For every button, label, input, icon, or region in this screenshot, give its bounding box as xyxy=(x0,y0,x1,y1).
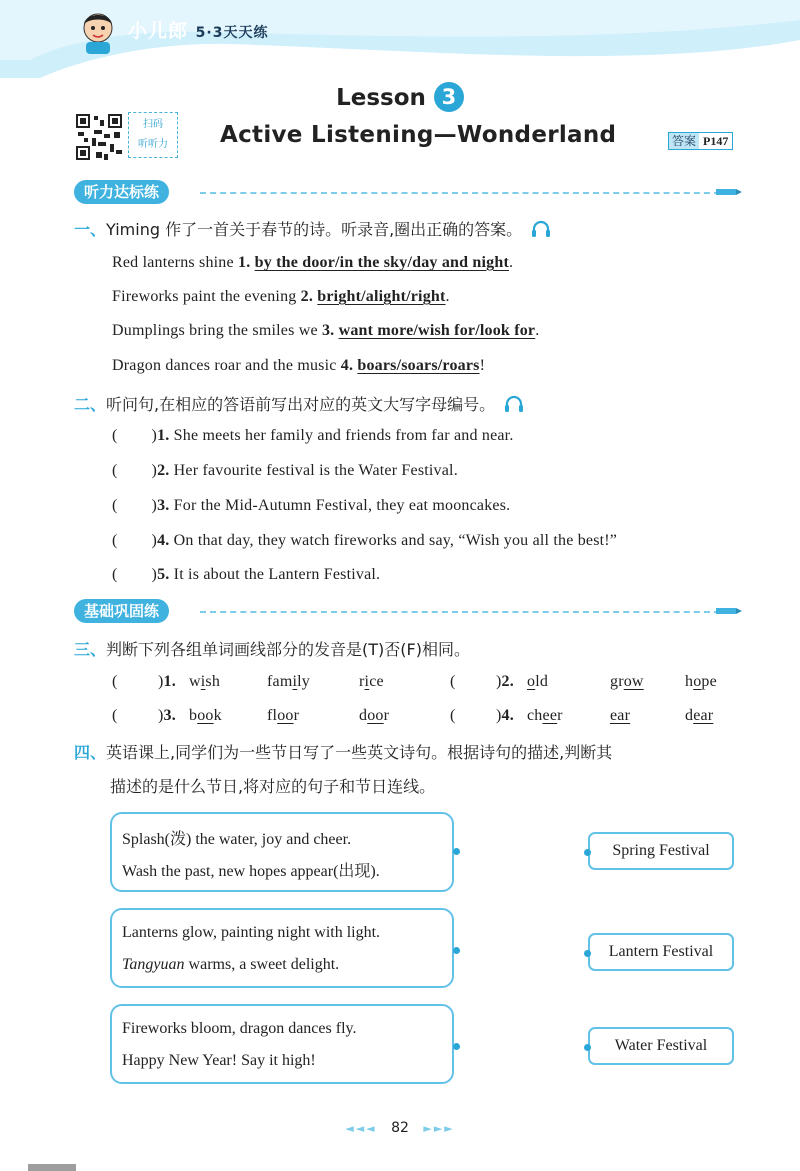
pencil-icon xyxy=(716,607,742,615)
answer-reference[interactable] xyxy=(668,132,733,150)
item-number: 4. xyxy=(501,707,514,724)
word xyxy=(610,707,630,725)
q3-item-4: )4. xyxy=(496,707,514,724)
word-part: fam xyxy=(267,673,293,690)
word-part: h xyxy=(685,673,694,690)
question-4-text: 英语课上,同学们为一些节日写了一些英文诗句。根据诗句的描述,判断其 xyxy=(106,743,613,762)
answer-blank-close: ) xyxy=(151,566,158,583)
question-1-text: Yiming 作了一首关于春节的诗。听录音,圈出正确的答案。 xyxy=(106,220,523,239)
word-part: ld xyxy=(535,673,549,690)
answer-blank-open[interactable]: ( xyxy=(112,427,118,444)
word-part: ce xyxy=(369,673,384,690)
bottom-edge-mark xyxy=(28,1164,76,1171)
q3-paren-2[interactable]: ( xyxy=(450,673,456,690)
underlined-part: o xyxy=(693,673,702,690)
word-part: r xyxy=(383,707,390,724)
underlined-part: ear xyxy=(693,707,714,724)
poem-box-3[interactable] xyxy=(110,1004,454,1084)
question-3-heading xyxy=(74,637,470,660)
item-number: 1. xyxy=(163,673,176,690)
word xyxy=(267,673,310,691)
word xyxy=(610,673,644,691)
option-number: 4. xyxy=(340,357,354,374)
q2-item-1 xyxy=(112,427,514,445)
q2-item-3 xyxy=(112,497,510,515)
answer-page: P147 xyxy=(703,134,729,148)
word-part: sh xyxy=(205,673,221,690)
poem-2-line-2 xyxy=(122,956,339,974)
word-part: fl xyxy=(267,707,278,724)
headphone-icon[interactable] xyxy=(504,395,524,413)
match-dot[interactable] xyxy=(584,1044,591,1051)
word xyxy=(189,673,220,691)
option-number: 3. xyxy=(321,322,335,339)
section-divider xyxy=(200,192,720,194)
item-text: She meets her family and friends from far and near. xyxy=(173,427,514,444)
word-part: ch xyxy=(527,707,543,724)
q3-paren-4[interactable]: ( xyxy=(450,707,456,724)
answer-blank-open[interactable]: ( xyxy=(112,532,118,549)
underlined-part: i xyxy=(200,673,206,690)
answer-blank-close: ) xyxy=(151,462,158,479)
word-part: pe xyxy=(701,673,717,690)
option-number: 1. xyxy=(238,254,251,271)
q3-item-3: )3. xyxy=(158,707,176,724)
q2-item-2 xyxy=(112,462,458,480)
poem-line-3 xyxy=(112,322,539,340)
punctuation: . xyxy=(535,322,540,339)
underlined-part: oo xyxy=(277,707,294,724)
answer-options[interactable]: want more/wish for/look for xyxy=(338,322,536,339)
word-part: b xyxy=(189,707,198,724)
mascot-icon xyxy=(74,8,122,56)
word xyxy=(685,707,713,725)
question-1-heading xyxy=(74,217,551,240)
festival-box-3[interactable]: Water Festival xyxy=(588,1027,734,1065)
underlined-part: i xyxy=(364,673,370,690)
poem-line-text: Dumplings bring the smiles we xyxy=(112,322,322,339)
word-part: r xyxy=(557,707,563,724)
option-number: 2. xyxy=(300,288,314,305)
answer-blank-open[interactable]: ( xyxy=(112,497,118,514)
question-2-heading xyxy=(74,392,524,415)
page-number: 82 xyxy=(391,1120,409,1136)
section-divider xyxy=(200,611,720,613)
word-part: d xyxy=(359,707,368,724)
word-part: gr xyxy=(610,673,624,690)
headphone-icon[interactable] xyxy=(531,220,551,238)
poem-line-2 xyxy=(112,288,450,306)
underlined-part: oo xyxy=(197,707,214,724)
answer-blank-open[interactable]: ( xyxy=(112,566,118,583)
scan-listen-label[interactable] xyxy=(128,112,178,158)
match-dot[interactable] xyxy=(453,848,460,855)
word-part: d xyxy=(685,707,694,724)
poem-1-line-1: Splash(泼) the water, joy and cheer. xyxy=(122,831,352,848)
poem-3-line-1: Fireworks bloom, dragon dances fly. xyxy=(122,1020,357,1037)
poem-2-line-2-text: warms, a sweet delight. xyxy=(184,956,340,973)
word xyxy=(359,673,384,691)
page-footer xyxy=(0,1120,800,1136)
item-text: On that day, they watch fireworks and say, “Wish you all the best!” xyxy=(173,532,618,549)
poem-box-2[interactable] xyxy=(110,908,454,988)
answer-options[interactable]: by the door/in the sky/day and night xyxy=(254,254,509,271)
word-part: k xyxy=(213,707,222,724)
match-dot[interactable] xyxy=(584,849,591,856)
punctuation: . xyxy=(509,254,514,271)
brand-sub: 5·3天天练 xyxy=(195,25,269,41)
right-arrows-icon: ►►► xyxy=(423,1122,455,1135)
poem-line-text: Red lanterns shine xyxy=(112,254,238,271)
festival-box-1[interactable]: Spring Festival xyxy=(588,832,734,870)
word xyxy=(359,707,389,725)
item-number: 2. xyxy=(501,673,514,690)
q2-item-4 xyxy=(112,532,617,550)
poem-line-text: Fireworks paint the evening xyxy=(112,288,301,305)
question-3-number: 三、 xyxy=(74,640,107,659)
underlined-part: oo xyxy=(367,707,384,724)
underlined-part: ear xyxy=(610,707,631,724)
lesson-title: Active Listening—Wonderland xyxy=(220,122,617,148)
item-number: 5. xyxy=(157,566,170,583)
answer-blank-close: ) xyxy=(151,532,158,549)
lesson-label: Lesson xyxy=(336,85,426,111)
brand-main: 小儿郎 xyxy=(128,20,189,42)
word-part: r xyxy=(359,673,365,690)
poem-line-1 xyxy=(112,254,513,272)
answer-blank-close: ) xyxy=(151,427,158,444)
item-text: It is about the Lantern Festival. xyxy=(173,566,381,583)
scan-line-1: 扫码 xyxy=(143,119,163,130)
answer-blank-close: ) xyxy=(151,497,158,514)
q2-item-5 xyxy=(112,566,380,584)
lesson-heading xyxy=(0,82,800,112)
word xyxy=(527,707,563,725)
word xyxy=(685,673,717,691)
match-dot[interactable] xyxy=(453,1043,460,1050)
word xyxy=(189,707,222,725)
underlined-part: o xyxy=(527,673,536,690)
word-part: r xyxy=(293,707,300,724)
poem-3-line-2: Happy New Year! Say it high! xyxy=(122,1052,316,1069)
match-dot[interactable] xyxy=(584,950,591,957)
question-1-number: 一、 xyxy=(74,220,107,239)
pencil-icon xyxy=(716,188,742,196)
festival-box-2[interactable]: Lantern Festival xyxy=(588,933,734,971)
question-4-number: 四、 xyxy=(74,743,107,762)
punctuation: ! xyxy=(479,357,486,374)
punctuation: . xyxy=(445,288,450,305)
poem-1-line-2: Wash the past, new hopes appear(出现). xyxy=(122,863,380,880)
answer-blank-open[interactable]: ( xyxy=(112,462,118,479)
match-dot[interactable] xyxy=(453,947,460,954)
item-number: 3. xyxy=(157,497,170,514)
poem-line-text: Dragon dances roar and the music xyxy=(112,357,341,374)
question-4-text-cont: 描述的是什么节日,将对应的句子和节日连线。 xyxy=(110,777,436,796)
answer-options[interactable]: boars/soars/roars xyxy=(357,357,480,374)
scan-line-2: 听听力 xyxy=(138,139,168,150)
q3-item-1: )1. xyxy=(158,673,176,690)
q3-item-2: )2. xyxy=(496,673,514,690)
item-text: Her favourite festival is the Water Festival. xyxy=(173,462,458,479)
answer-options[interactable]: bright/alight/right xyxy=(317,288,446,305)
underlined-part: ee xyxy=(542,707,558,724)
word xyxy=(267,707,299,725)
item-number: 1. xyxy=(157,427,170,444)
word-part: w xyxy=(189,673,201,690)
question-2-text: 听问句,在相应的答语前写出对应的英文大写字母编号。 xyxy=(106,395,496,414)
answer-label: 答案 xyxy=(669,133,699,149)
poem-2-italic-word: Tangyuan xyxy=(122,956,185,973)
question-3-text: 判断下列各组单词画线部分的发音是(T)否(F)相同。 xyxy=(106,640,470,659)
poem-line-4 xyxy=(112,357,485,375)
poem-2-line-1: Lanterns glow, painting night with light. xyxy=(122,924,381,941)
underlined-part: i xyxy=(292,673,298,690)
item-number: 2. xyxy=(157,462,170,479)
qr-code-icon[interactable] xyxy=(74,112,124,162)
q3-paren-1[interactable]: ( xyxy=(112,673,118,690)
brand-title xyxy=(128,16,268,43)
question-2-number: 二、 xyxy=(74,395,107,414)
question-4-heading xyxy=(74,740,612,763)
word-part: ly xyxy=(297,673,310,690)
word xyxy=(527,673,548,691)
item-number: 4. xyxy=(157,532,170,549)
item-text: For the Mid-Autumn Festival, they eat mooncakes. xyxy=(173,497,511,514)
poem-box-1[interactable] xyxy=(110,812,454,892)
section-pill-listening: 听力达标练 xyxy=(74,180,169,204)
underlined-part: ow xyxy=(623,673,644,690)
left-arrows-icon: ◄◄◄ xyxy=(345,1122,377,1135)
lesson-number-badge: 3 xyxy=(434,82,464,112)
section-pill-basics: 基础巩固练 xyxy=(74,599,169,623)
q3-paren-3[interactable]: ( xyxy=(112,707,118,724)
item-number: 3. xyxy=(163,707,176,724)
